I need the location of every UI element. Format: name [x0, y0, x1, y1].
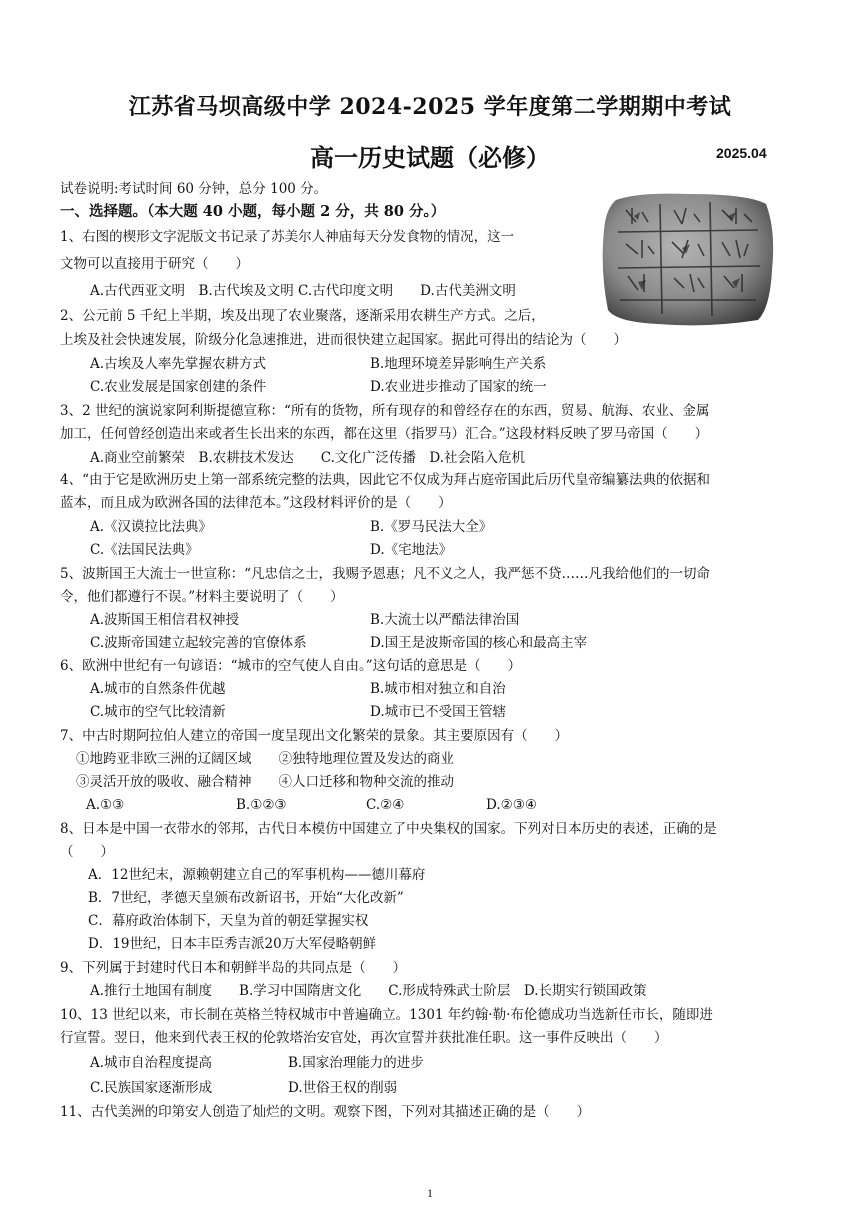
q5-option-b: B.大流士以严酷法律治国 — [370, 612, 520, 628]
q11-stem: 11、古代美洲的印第安人创造了灿烂的文明。观察下图，下列对其描述正确的是（ ） — [60, 1104, 591, 1120]
q10-option-c: C.民族国家逐渐形成 — [90, 1080, 213, 1096]
q7-option-d: D.②③④ — [486, 797, 537, 813]
q6-option-d: D.城市已不受国王管辖 — [370, 704, 507, 720]
q9-stem: 9、下列属于封建时代日本和朝鲜半岛的共同点是（ ） — [60, 960, 407, 976]
q4-stem-line1: 4、“由于它是欧洲历史上第一部系统完整的法典，因此它不仅成为拜占庭帝国此后历代皇帝编纂法典的依据和 — [60, 472, 710, 488]
q8-stem-line2: （ ） — [60, 844, 114, 860]
q7-option-c: C.②④ — [366, 797, 405, 813]
q4-option-c: C.《法国民法典》 — [90, 542, 199, 558]
q2-stem-line1: 2、公元前 5 千纪上半期，埃及出现了农业聚落，逐渐采用农耕生产方式。之后， — [60, 308, 545, 324]
section-title: 一、选择题。（本大题 40 小题，每小题 2 分，共 80 分。） — [60, 203, 446, 220]
q6-option-c: C.城市的空气比较清新 — [90, 704, 226, 720]
q5-option-d: D.国王是波斯帝国的核心和最高主宰 — [370, 635, 588, 651]
q5-option-c: C.波斯帝国建立起较完善的官僚体系 — [90, 635, 307, 651]
q10-stem-line1: 10、13 世纪以来，市长制在英格兰特权城市中普遍确立。1301 年约翰·勒·布伦德成功当选新任市长，随即进 — [60, 1007, 713, 1023]
q5-stem-line2: 令，他们都遵行不误。”材料主要说明了（ ） — [60, 589, 344, 605]
q5-option-a: A.波斯国王相信君权神授 — [90, 612, 240, 628]
q3-stem-line1: 3、2 世纪的演说家阿利斯提德宣称：“所有的货物，所有现存的和曾经存在的东西，贸易、航海、农业、金属 — [60, 403, 710, 419]
q4-option-d: D.《宅地法》 — [370, 542, 453, 558]
q6-stem: 6、欧洲中世纪有一句谚语：“城市的空气使人自由。”这句话的意思是（ ） — [60, 658, 522, 674]
q2-option-b: B.地理环境差异影响生产关系 — [370, 356, 547, 372]
q3-options: A.商业空前繁荣 B.农耕技术发达 C.文化广泛传播 D.社会陷入危机 — [90, 450, 526, 466]
q7-items-3-4: ③灵活开放的吸收、融合精神 ④人口迁移和物种交流的推动 — [76, 774, 454, 790]
q1-stem-line1: 1、右图的楔形文字泥版文书记录了苏美尔人神庙每天分发食物的情况，这一 — [60, 229, 515, 245]
q8-option-b: B．7世纪，孝德天皇颁布改新诏书，开始“大化改新” — [88, 890, 404, 906]
q3-stem-line2: 加工，任何曾经创造出来或者生长出来的东西，都在这里（指罗马）汇合。”这段材料反映了罗马帝国（ ） — [60, 426, 709, 442]
q7-option-b: B.①②③ — [236, 797, 287, 813]
q2-option-a: A.古埃及人率先掌握农耕方式 — [90, 356, 267, 372]
q10-option-a: A.城市自治程度提高 — [90, 1055, 213, 1071]
q4-option-b: B.《罗马民法大全》 — [370, 519, 493, 535]
q4-option-a: A.《汉谟拉比法典》 — [90, 519, 213, 535]
q6-option-a: A.城市的自然条件优越 — [90, 681, 226, 697]
q7-items-1-2: ①地跨亚非欧三洲的辽阔区域 ②独特地理位置及发达的商业 — [76, 751, 454, 767]
exam-date: 2025.04 — [716, 145, 767, 161]
q8-stem-line1: 8、日本是中国一衣带水的邻邦，古代日本模仿中国建立了中央集权的国家。下列对日本历史的表述，正确的是 — [60, 821, 717, 837]
q6-option-b: B.城市相对独立和自治 — [370, 681, 506, 697]
q8-option-c: C．幕府政治体制下，天皇为首的朝廷掌握实权 — [88, 913, 369, 929]
q1-options: A.古代西亚文明 B.古代埃及文明 C.古代印度文明 D.古代美洲文明 — [90, 283, 516, 299]
q7-option-a: A.①③ — [86, 797, 125, 813]
page-number: 1 — [427, 1186, 433, 1200]
cuneiform-tablet-icon — [598, 190, 776, 328]
q2-stem-line2: 上埃及社会快速发展，阶级分化急速推进，进而很快建立起国家。据此可得出的结论为（ ） — [60, 332, 627, 348]
exam-title: 江苏省马坝高级中学 2024-2025 学年度第二学期期中考试 — [128, 94, 732, 120]
q8-option-a: A．12世纪末，源赖朝建立自己的军事机构——德川幕府 — [88, 867, 426, 883]
q8-option-d: D．19世纪，日本丰臣秀吉派20万大军侵略朝鲜 — [88, 936, 377, 952]
q9-options: A.推行土地国有制度 B.学习中国隋唐文化 C.形成特殊武士阶层 D.长期实行锁国政策 — [90, 983, 647, 999]
q2-option-d: D.农业进步推动了国家的统一 — [370, 379, 547, 395]
q1-stem-line2: 文物可以直接用于研究（ ） — [60, 256, 249, 272]
exam-subtitle: 高一历史试题（必修） — [310, 143, 550, 172]
q2-option-c: C.农业发展是国家创建的条件 — [90, 379, 267, 395]
q5-stem-line1: 5、波斯国王大流士一世宣称：“凡忠信之士，我赐予恩惠；凡不义之人，我严惩不贷……凡我给他们的一切命 — [60, 566, 710, 582]
q7-stem: 7、中古时期阿拉伯人建立的帝国一度呈现出文化繁荣的景象。其主要原因有（ ） — [60, 728, 569, 744]
exam-note: 试卷说明:考试时间 60 分钟，总分 100 分。 — [60, 181, 328, 197]
q10-option-b: B.国家治理能力的进步 — [288, 1055, 424, 1071]
q10-option-d: D.世俗王权的削弱 — [288, 1080, 398, 1096]
q4-stem-line2: 蓝本，而且成为欧洲各国的法律范本。”这段材料评价的是（ ） — [60, 495, 452, 511]
q10-stem-line2: 行宣誓。翌日，他来到代表王权的伦敦塔治安官处，再次宣誓并获批准任职。这一事件反映出（ ） — [60, 1030, 668, 1046]
